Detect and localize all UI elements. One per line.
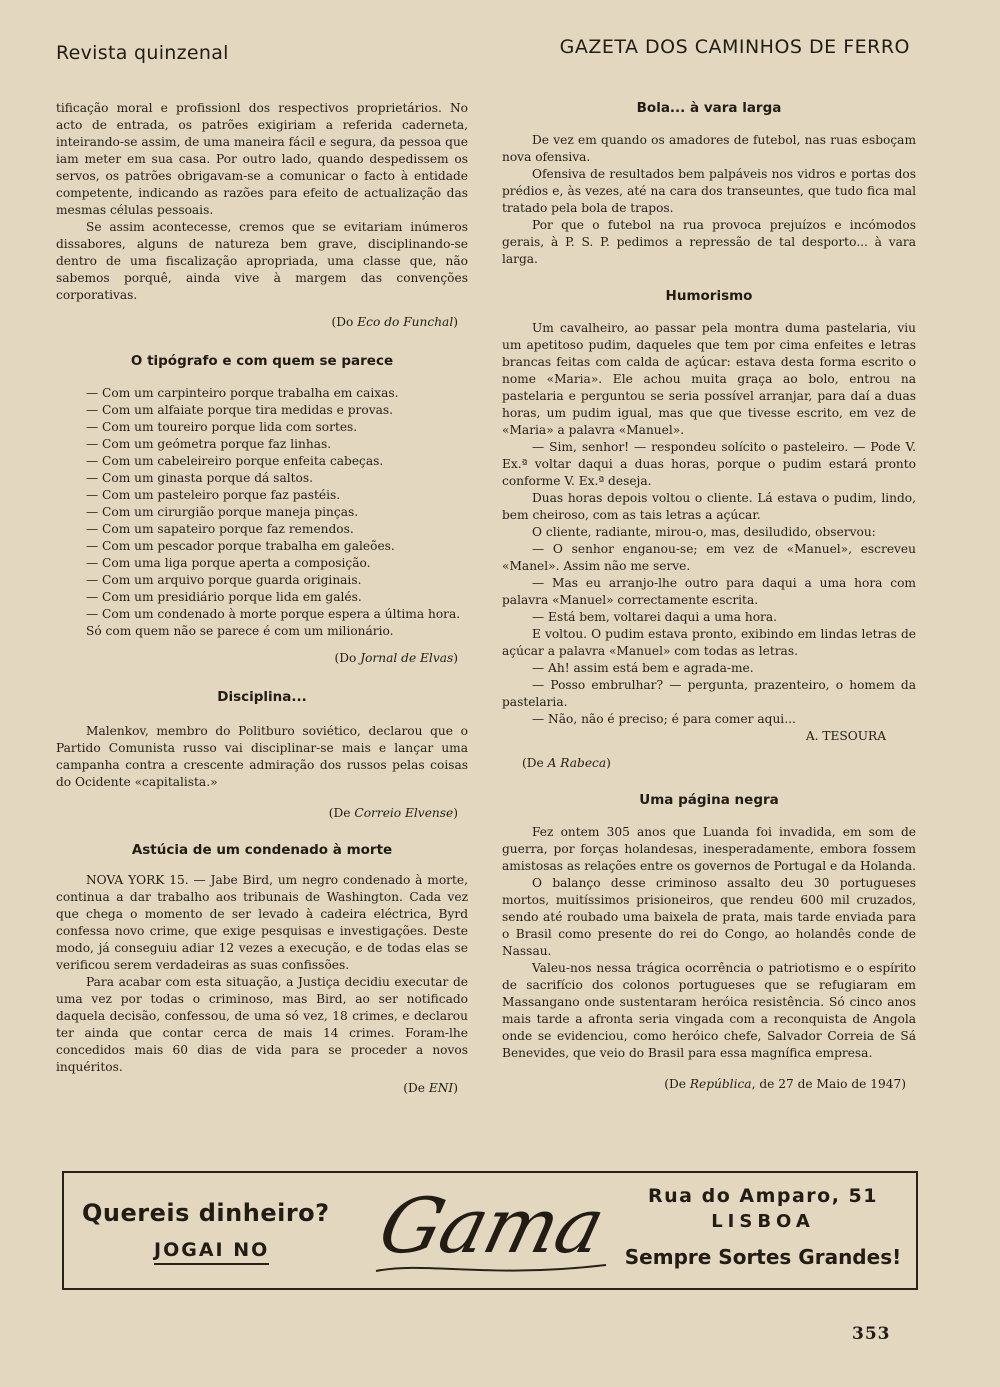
list-item: — Com um sapateiro porque faz remendos. bbox=[86, 522, 354, 536]
list-item: — Com um pasteleiro porque faz pastéis. bbox=[86, 488, 341, 502]
article-paragraph: tificação moral e profissionl dos respectivos proprietários. No acto de entrada, os patrões exigiriam a referida caderneta, inteirando-se assim, de uma maneira fácil e segura, da pessoa que iam meter em sua casa. Por outro lado, quando despedissem os servos, os patrões obrigavam-se a comunicar o facto à entidade competente, indicando as razões para efeito de actualização das mesmas células pessoais. bbox=[56, 101, 468, 217]
article-title: O tipógrafo e com quem se parece bbox=[130, 353, 394, 369]
publication-frequency: Revista quinzenal bbox=[56, 42, 229, 64]
article-title: Uma página negra bbox=[639, 792, 779, 808]
article-paragraph: Um cavalheiro, ao passar pela montra duma pastelaria, viu um apetitoso pudim, daqueles que tem por cima enfeites e letras brancas feitas com calda de açúcar: estava desta forma escrito o nome «Maria». Ele achou muita graça ao bolo, entrou na pastelaria e perguntou se seria possível arranjar, para daí a duas horas, um pudim igual, mas que que tivesse escrito, em vez de «Maria» a palavra «Manuel». bbox=[502, 321, 916, 437]
article-paragraph: — Sim, senhor! — respondeu solícito o pasteleiro. — Pode V. Ex.ª voltar daqui a duas horas, porque o pudim estará pronto conforme V. Ex.ª deseja. bbox=[502, 440, 916, 488]
article-paragraph: — O senhor enganou-se; em vez de «Manuel», escreveu «Manel». Assim não me serve. bbox=[502, 542, 916, 573]
article-paragraph: Para acabar com esta situação, a Justiça decidiu executar de uma vez por todas o criminoso, mas Bird, ao ser notificado daquela decisão, confessou, de uma só vez, 18 crimes, e declarou ter ainda que contar cerca de mais 14 crimes. Foram-lhe concedidos mais 60 dias de vida para se proceder a novos inquéritos. bbox=[56, 975, 468, 1074]
publication-title: GAZETA DOS CAMINHOS DE FERRO bbox=[559, 36, 910, 58]
article-paragraph: Valeu-nos nessa trágica ocorrência o patriotismo e o espírito de sacrifício dos colonos portugueses que se refugiaram em Massangano onde sustentaram heróica resistência. Só cinco anos mais tarde a afronta seria vingada com a reconquista de Angola onde se evidenciou, como heróico chefe, Salvador Correia de Sá Benevides, que veio do Brasil para essa magnífica empresa. bbox=[502, 961, 916, 1060]
ad-address: Rua do Amparo, 51 bbox=[648, 1185, 878, 1207]
article-paragraph: NOVA YORK 15. — Jabe Bird, um negro condenado à morte, continua a dar trabalho aos tribunais de Washington. Cada vez que chega o momento de ser levado à cadeira eléctrica, Byrd confessa novo crime, que exige pesquisas e investigações. Deste modo, já conseguiu adiar 12 vezes a execução, e de todas elas se verificou serem verdadeiras as suas confissões. bbox=[56, 873, 468, 972]
article-title: Bola... à vara larga bbox=[636, 100, 782, 116]
list-item: — Com um alfaiate porque tira medidas e provas. bbox=[86, 403, 393, 417]
list-item: — Com um geómetra porque faz linhas. bbox=[86, 437, 332, 451]
article-paragraph: — Ah! assim está bem e agrada-me. bbox=[532, 661, 754, 675]
article-title: Astúcia de um condenado à morte bbox=[131, 842, 393, 858]
ad-city: LISBOA bbox=[711, 1211, 815, 1232]
article-title: Humorismo bbox=[665, 288, 753, 304]
article-paragraph: — Não, não é preciso; é para comer aqui... bbox=[532, 712, 796, 726]
article-source: (De A Rabeca) bbox=[522, 756, 611, 770]
article-paragraph: — Está bem, voltarei daqui a uma hora. bbox=[532, 610, 777, 624]
article-paragraph: Fez ontem 305 anos que Luanda foi invadida, em som de guerra, por forças holandesas, inesperadamente, embora fossem amistosas as relações entre os governos de Portugal e da Holanda. bbox=[502, 825, 916, 873]
article-paragraph: Por que o futebol na rua provoca prejuízos e incómodos gerais, à P. S. P. pedimos a repressão de tal desporto... à vara larga. bbox=[502, 218, 916, 266]
list-item: — Com uma liga porque aperta a composição. bbox=[86, 556, 371, 570]
article-paragraph: — Posso embrulhar? — pergunta, prazenteiro, o homem da pastelaria. bbox=[502, 678, 916, 709]
article-paragraph: Malenkov, membro do Politburo soviético, declarou que o Partido Comunista russo vai disciplinar-se mais e lançar uma campanha contra a crescente admiração dos russos pelas coisas do Ocidente «capitalista.» bbox=[56, 724, 468, 789]
list-item: — Com um pescador porque trabalha em galeões. bbox=[86, 539, 395, 553]
list-item: — Com um condenado à morte porque espera a última hora. bbox=[86, 607, 461, 621]
article-source: (De Correio Elvense) bbox=[328, 806, 458, 820]
ad-slogan: Sempre Sortes Grandes! bbox=[624, 1245, 902, 1269]
list-item: — Com um toureiro porque lida com sortes. bbox=[86, 420, 358, 434]
article-paragraph: De vez em quando os amadores de futebol, nas ruas esboçam nova ofensiva. bbox=[502, 133, 916, 164]
author-signature: A. TESOURA bbox=[805, 729, 886, 743]
brand-logo: Gama bbox=[370, 1181, 613, 1270]
ad-call-to-action: JOGAI NO bbox=[154, 1239, 269, 1265]
article-source: (Do Jornal de Elvas) bbox=[334, 651, 458, 665]
article-source: (De República, de 27 de Maio de 1947) bbox=[664, 1077, 906, 1091]
list-item: — Com um cirurgião porque maneja pinças. bbox=[86, 505, 359, 519]
page-number: 353 bbox=[852, 1324, 891, 1344]
lottery-advertisement bbox=[62, 1171, 918, 1290]
article-title: Disciplina... bbox=[217, 689, 307, 705]
article-source: (Do Eco do Funchal) bbox=[331, 315, 458, 329]
article-paragraph: Se assim acontecesse, cremos que se evitariam inúmeros dissabores, alguns de natureza bem grave, disciplinando-se dentro de uma fiscalização apropriada, uma classe que, não sabemos porquê, ainda vive à margem das convenções corporativas. bbox=[56, 220, 468, 302]
ad-question: Quereis dinheiro? bbox=[82, 1199, 330, 1227]
list-item: — Com um presidiário porque lida em galés. bbox=[86, 590, 362, 604]
comparison-list bbox=[56, 385, 468, 623]
article-paragraph: Só com quem não se parece é com um milionário. bbox=[86, 624, 394, 638]
article-paragraph: O cliente, radiante, mirou-o, mas, desiludido, observou: bbox=[532, 525, 876, 539]
left-column bbox=[56, 100, 468, 1097]
article-paragraph: — Mas eu arranjo-lhe outro para daqui a uma hora com palavra «Manuel» correctamente escrita. bbox=[502, 576, 916, 607]
article-paragraph: Duas horas depois voltou o cliente. Lá estava o pudim, lindo, bem cheiroso, com as tais letras a açúcar. bbox=[502, 491, 916, 522]
article-paragraph: O balanço desse criminoso assalto deu 30 portugueses mortos, muitíssimos prisioneiros, que rendeu 600 mil cruzados, sendo até roubado uma baixela de prata, mais tarde enviada para o Brasil como presente do rei do Congo, ao holandês conde de Nassau. bbox=[502, 876, 916, 958]
right-column bbox=[502, 100, 916, 1093]
list-item: — Com um cabeleireiro porque enfeita cabeças. bbox=[86, 454, 384, 468]
article-source: (De ENI) bbox=[403, 1081, 458, 1095]
list-item: — Com um ginasta porque dá saltos. bbox=[86, 471, 313, 485]
article-paragraph: E voltou. O pudim estava pronto, exibindo em lindas letras de açúcar a palavra «Manuel» com todas as letras. bbox=[502, 627, 916, 658]
list-item: — Com um carpinteiro porque trabalha em caixas. bbox=[86, 386, 399, 400]
list-item: — Com um arquivo porque guarda originais. bbox=[86, 573, 362, 587]
article-paragraph: Ofensiva de resultados bem palpáveis nos vidros e portas dos prédios e, às vezes, até na cara dos transeuntes, que tudo fica mal tratado pela bola de trapos. bbox=[502, 167, 916, 215]
